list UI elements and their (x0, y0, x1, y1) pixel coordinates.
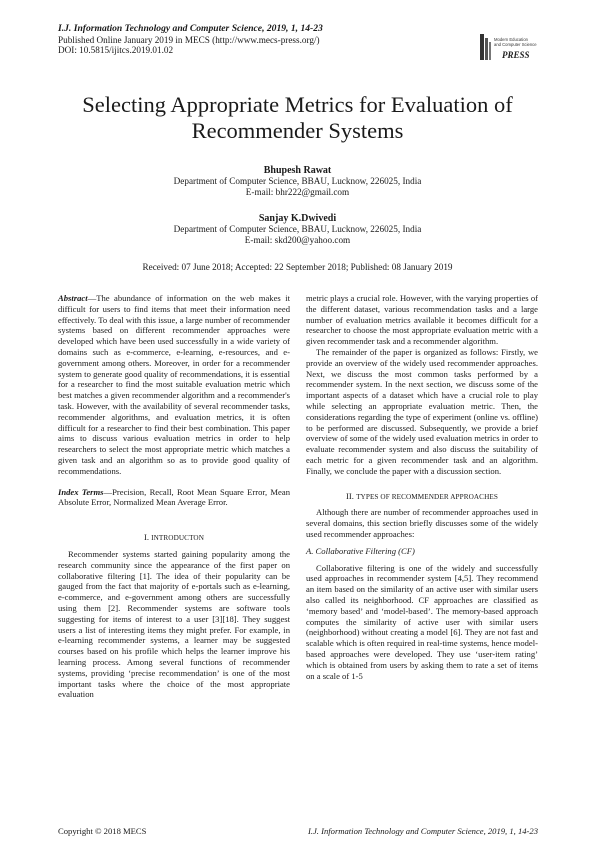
journal-header (58, 24, 323, 56)
intro-paragraph: Recommender systems started gaining popularity among the research community since the appearance of the first paper on collaborative filtering [1]. The idea of their popularity can be gauged from the fact that majority of e-portals such as e-learning, e-commerce, and e-government among others are successfully using them [2]. Recommender systems are software tools suggesting for items of interest to a user [3][18]. They suggest users a list of interesting items they might prefer. For example, in e-learning recommender systems, a learner may be suggested courses based on his profile which helps the learner improve his learning process. Among several functions of recommender systems, providing ‘precise recommendation’ is one of the most important tasks where the choice of the most appropriate evaluation (58, 548, 290, 700)
author-affiliation: Department of Computer Science, BBAU, Lucknow, 226025, India (173, 176, 422, 186)
title-line-1: Selecting Appropriate Metrics for Evaluation of (82, 92, 513, 117)
author-affiliation: Department of Computer Science, BBAU, Lucknow, 226025, India (173, 224, 422, 234)
index-terms-text: —Precision, Recall, Root Mean Square Error, Mean Absolute Error, Normalized Mean Average Error. (58, 486, 290, 508)
index-terms-label: Index Terms (58, 486, 104, 497)
section-title: INTRODUCTON (151, 534, 205, 543)
section-title: TYPES OF RECOMMENDER APPROACHES (356, 492, 498, 501)
author-block-2 (40, 213, 555, 246)
author-name: Bhupesh Rawat (263, 165, 332, 176)
paragraph: Although there are number of recommender approaches used in several domains, this section briefly discusses some of the widely used recommender approaches: (306, 507, 538, 539)
paragraph: Collaborative filtering is one of the widely and successfully used approaches in recommender system [4,5]. They recommend an item based on the similarity of an active user with similar users also called its neighborhood. CF approaches are classified as ‘memory based’ and ‘model-based’. The memory-based approach computes the similarity of active user with similar users (neighborhood) without creating a model [6]. They are not fast and scalable which is often required in real-time systems, hence model-based approaches were developed. They use ‘user-item rating’ which is obtained from users by asking them to rate a set of items on a scale of 1-5 (306, 562, 538, 681)
doi-line: DOI: 10.5815/ijitcs.2019.01.02 (58, 45, 174, 56)
footer-journal: I.J. Information Technology and Computer Science, 2019, 1, 14-23 (307, 826, 538, 836)
section-heading-2 (306, 491, 538, 503)
footer-copyright: Copyright © 2018 MECS (58, 826, 147, 836)
abstract-text: —The abundance of information on the web makes it difficult for users to find items that meet their information need effectively. To deal with this issue, a large number of recommender systems based on different recommender approaches were developed which have been used successfully in a wide variety of domains such as e-commerce, e-learning, e-resources, and e-government among others. Moreover, in order for a recommender system to generate good quality of recommendations, it is essential for a researcher to find the most suitable evaluation metric which best matches a given recommender algorithm and a recommender's task. However, with the availability of several recommender tasks, recommender algorithms, and evaluation metrics, it is often difficult for a researcher to find their best combination. This paper aims to discuss various evaluation metrics in order to help researchers to select the most appropriate metric which matches a given task and an algorithm so as to provide good quality of recommendations. (58, 293, 290, 476)
paragraph: metric plays a crucial role. However, with the varying properties of the different dataset, various recommendation tasks and a large number of evaluation metrics available it becomes difficult for a researcher to choose the most appropriate evaluation metric with a given recommender task and a recommender algorithm. (306, 293, 538, 347)
published-line: Published Online January 2019 in MECS (http://www.mecs-press.org/) (58, 34, 320, 45)
dates-line: Received: 07 June 2018; Accepted: 22 September 2018; Published: 08 January 2019 (142, 262, 453, 272)
title-line-2: Recommender Systems (191, 118, 404, 143)
svg-text:Modern Education: Modern Education (494, 37, 528, 42)
journal-line: I.J. Information Technology and Computer Science, 2019, 1, 14-23 (58, 23, 323, 34)
paragraph: The remainder of the paper is organized as follows: Firstly, we provide an overview of the widely used recommender approaches. Next, we discuss the most common tasks performed by a recommender system. In the next section, we discuss some of the important aspects of a dataset which have a crucial role to play while selecting an appropriate evaluation metric. Then, the considerations regarding the type of experiment (online vs. offline) to be performed are discussed. Subsequently, we provide a brief overview of some of the widely used evaluation metrics in order to evaluate recommender system and also discuss the suitability of each metric for a given recommender task and an algorithm. Finally, we conclude the paper with a discussion section. (306, 346, 538, 476)
author-name: Sanjay K.Dwivedi (258, 213, 337, 224)
subsection-heading: A. Collaborative Filtering (CF) (306, 545, 415, 556)
svg-text:and Computer Science: and Computer Science (494, 42, 537, 47)
svg-text:PRESS: PRESS (502, 50, 530, 60)
section-number: II. (346, 490, 357, 501)
index-terms (58, 487, 290, 509)
left-column (58, 293, 290, 700)
author-block-1 (40, 165, 555, 198)
right-column (306, 293, 538, 681)
section-number: I. (143, 532, 152, 543)
section-heading-1 (58, 532, 290, 544)
mecs-logo (478, 30, 540, 68)
paper-title (40, 92, 555, 144)
abstract-label: Abstract (58, 293, 88, 303)
author-email: E-mail: bhr222@gmail.com (245, 187, 350, 197)
abstract (58, 293, 290, 477)
mecs-logo-icon (478, 30, 540, 68)
author-email: E-mail: skd200@yahoo.com (244, 235, 351, 245)
